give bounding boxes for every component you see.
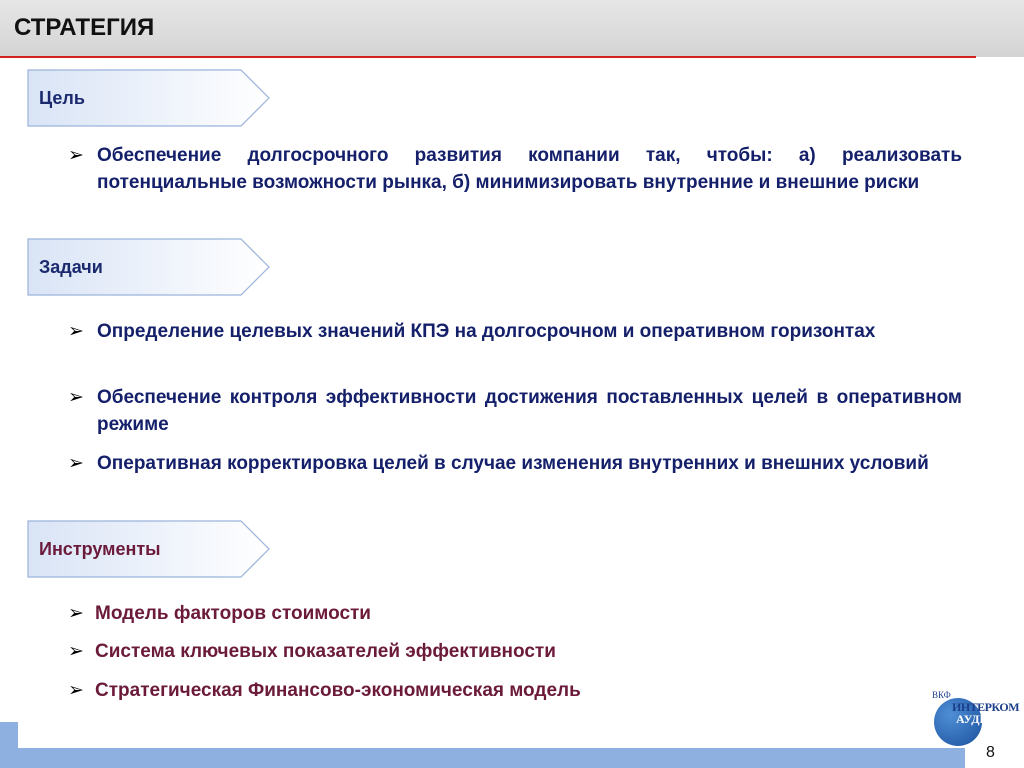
list-item-task-2 xyxy=(68,384,962,438)
arrowhead-bullet-icon: ➢ xyxy=(68,144,84,166)
header-divider xyxy=(0,56,976,58)
arrowhead-bullet-icon: ➢ xyxy=(68,452,84,474)
logo-line1: ИНТЕРКОМ xyxy=(952,700,1020,714)
arrowhead-bullet-icon: ➢ xyxy=(68,679,84,701)
footer-bar xyxy=(0,748,965,768)
list-item-goal-1 xyxy=(68,142,962,196)
list-item-text: Определение целевых значений КПЭ на долгосрочном и оперативном горизонтах xyxy=(97,321,876,342)
logo-line2: АУДИТ xyxy=(956,712,997,726)
list-item-tool-1 xyxy=(68,600,962,627)
list-item-task-1 xyxy=(68,318,962,345)
company-logo-icon xyxy=(928,690,1024,744)
section-tab-tasks xyxy=(27,238,271,296)
list-item-tool-3 xyxy=(68,677,962,704)
list-item-text: Оперативная корректировка целей в случае изменения внутренних и внешних условий xyxy=(97,453,929,474)
header-bar xyxy=(0,0,1024,57)
list-item-text: Стратегическая Финансово-экономическая модель xyxy=(95,680,581,701)
page-title: СТРАТЕГИЯ xyxy=(14,14,155,41)
page-number: 8 xyxy=(986,744,995,761)
list-item-task-3 xyxy=(68,450,962,477)
section-tab-tools xyxy=(27,520,271,578)
arrowhead-bullet-icon: ➢ xyxy=(68,640,84,662)
list-item-text: Обеспечение долгосрочного развития компании так, чтобы: а) реализовать потенциальные возможности рынка, б) минимизировать внутренние и внешние риски xyxy=(97,145,962,193)
section-tab-goal xyxy=(27,69,271,127)
logo-small-text: ВКФ xyxy=(932,690,951,700)
list-item-tool-2 xyxy=(68,638,962,665)
section-label-tools: Инструменты xyxy=(39,539,161,559)
arrowhead-bullet-icon: ➢ xyxy=(68,320,84,342)
arrowhead-bullet-icon: ➢ xyxy=(68,386,84,408)
list-item-text: Обеспечение контроля эффективности достижения поставленных целей в оперативном режиме xyxy=(97,387,962,435)
section-label-tasks: Задачи xyxy=(39,257,103,277)
list-item-text: Модель факторов стоимости xyxy=(95,603,371,624)
section-label-goal: Цель xyxy=(39,88,85,108)
arrowhead-bullet-icon: ➢ xyxy=(68,602,84,624)
list-item-text: Система ключевых показателей эффективности xyxy=(95,641,556,662)
